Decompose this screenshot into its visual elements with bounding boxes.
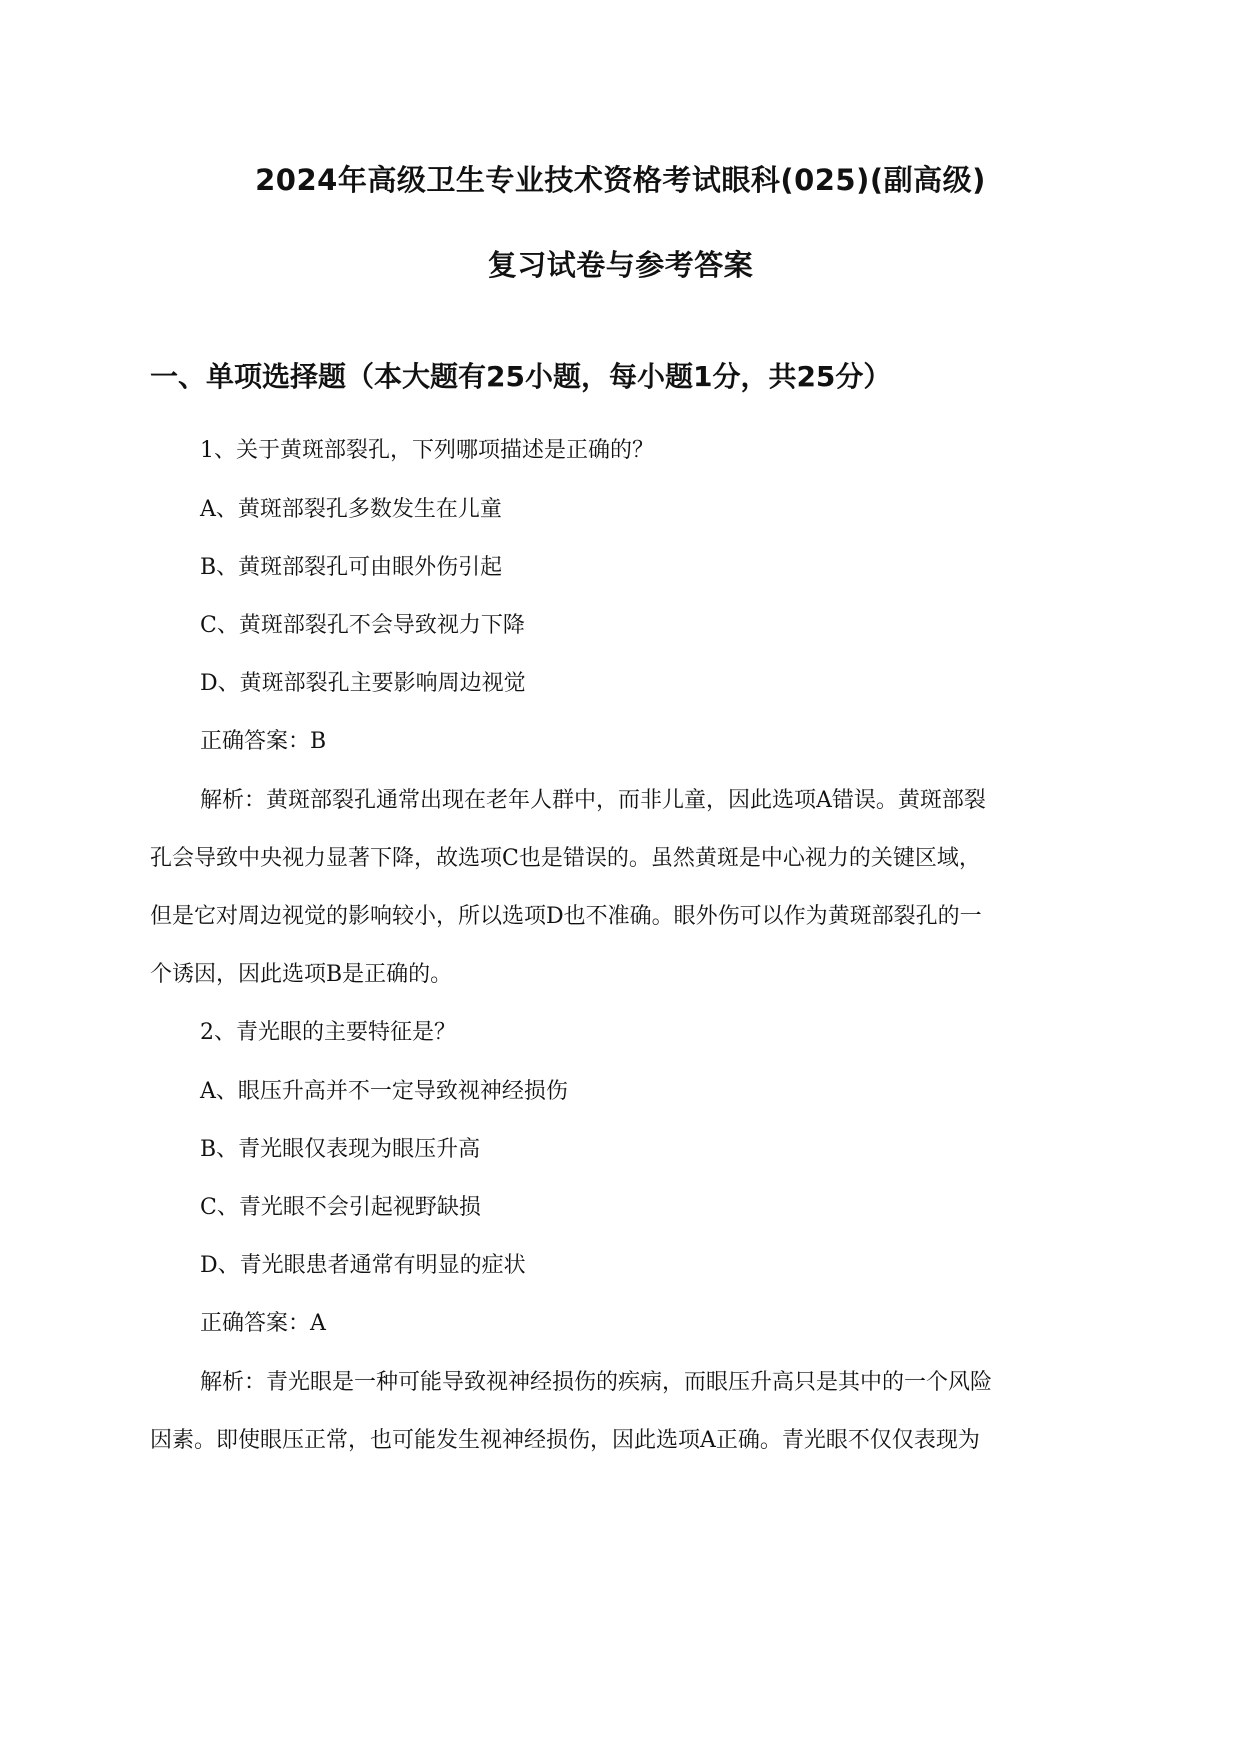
question-2-explanation-line-2: 因素。即使眼压正常，也可能发生视神经损伤，因此选项A正确。青光眼不仅仅表现为	[150, 1428, 980, 1453]
question-2-option-b: B、青光眼仅表现为眼压升高	[200, 1137, 481, 1162]
question-2-option-a: A、眼压升高并不一定导致视神经损伤	[200, 1079, 568, 1104]
question-1-stem: 1、关于黄斑部裂孔，下列哪项描述是正确的？	[200, 438, 654, 463]
document-title-line-1: 2024年高级卫生专业技术资格考试眼科(025)(副高级)	[255, 163, 986, 197]
question-1-option-c: C、黄斑部裂孔不会导致视力下降	[200, 613, 525, 638]
question-1-explanation-line-4: 个诱因，因此选项B是正确的。	[150, 962, 453, 987]
question-1-option-d: D、黄斑部裂孔主要影响周边视觉	[200, 671, 526, 696]
question-1-option-b: B、黄斑部裂孔可由眼外伤引起	[200, 555, 503, 580]
question-1-answer: 正确答案：B	[200, 729, 327, 754]
question-2-answer: 正确答案：A	[200, 1311, 326, 1336]
question-2-option-d: D、青光眼患者通常有明显的症状	[200, 1253, 526, 1278]
question-1-explanation-line-3: 但是它对周边视觉的影响较小，所以选项D也不准确。眼外伤可以作为黄斑部裂孔的一	[150, 904, 982, 929]
question-1-explanation-line-1: 解析：黄斑部裂孔通常出现在老年人群中，而非儿童，因此选项A错误。黄斑部裂	[200, 788, 986, 813]
question-1-option-a: A、黄斑部裂孔多数发生在儿童	[200, 497, 502, 522]
section-heading: 一、单项选择题（本大题有25小题，每小题1分，共25分）	[150, 360, 892, 393]
question-1-explanation-line-2: 孔会导致中央视力显著下降，故选项C也是错误的。虽然黄斑是中心视力的关键区域，	[150, 846, 981, 871]
question-2-explanation-line-1: 解析：青光眼是一种可能导致视神经损伤的疾病，而眼压升高只是其中的一个风险	[200, 1370, 993, 1395]
question-2-option-c: C、青光眼不会引起视野缺损	[200, 1195, 481, 1220]
question-2-stem: 2、青光眼的主要特征是？	[200, 1020, 456, 1045]
document-title-line-2: 复习试卷与参考答案	[487, 248, 754, 282]
